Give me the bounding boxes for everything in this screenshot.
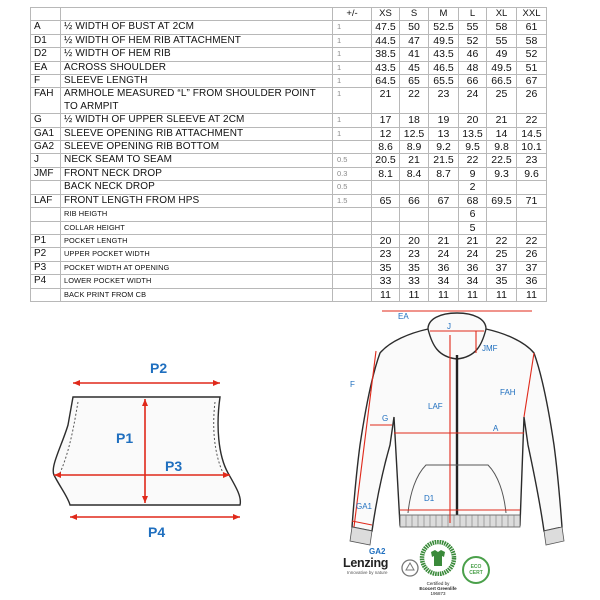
row-value-xl: 35 <box>487 275 517 288</box>
row-value-xxl: 51 <box>517 61 547 74</box>
row-description: FRONT LENGTH FROM HPS <box>61 194 333 207</box>
spec-table <box>30 7 547 302</box>
gots-license: 196873 <box>430 591 446 596</box>
row-value-xl: 66.5 <box>487 75 517 88</box>
row-value-m: 43.5 <box>429 48 459 61</box>
row-value-l: 34 <box>459 275 487 288</box>
row-value-xs: 12 <box>372 127 400 140</box>
row-description: RIB HEIGTH <box>61 208 333 221</box>
row-value-l: 9.5 <box>459 141 487 154</box>
row-value-s: 20 <box>400 234 429 247</box>
row-value-m: 11 <box>429 288 459 301</box>
row-value-xs: 20.5 <box>372 154 400 167</box>
table-row <box>31 141 547 154</box>
ga1-label: GA1 <box>356 502 373 511</box>
row-value-xs: 47.5 <box>372 21 400 34</box>
row-value-xxl: 71 <box>517 194 547 207</box>
row-code <box>31 208 61 221</box>
row-code <box>31 288 61 301</box>
fah-label: FAH <box>500 388 516 397</box>
row-description: SLEEVE OPENING RIB BOTTOM <box>61 141 333 154</box>
gots-certifier: Ecocert Greenlife <box>419 586 457 591</box>
ecocert-text: ECO CERT <box>469 564 483 576</box>
row-tolerance: 1.5 <box>333 194 372 207</box>
row-value-xs: 11 <box>372 288 400 301</box>
table-row <box>31 288 547 301</box>
row-value-m: 21.5 <box>429 154 459 167</box>
row-value-xxl: 36 <box>517 275 547 288</box>
laf-label: LAF <box>428 402 443 411</box>
row-tolerance <box>333 221 372 234</box>
row-code: LAF <box>31 194 61 207</box>
j-label: J <box>447 322 451 331</box>
row-value-xxl: 14.5 <box>517 127 547 140</box>
row-value-m: 9.2 <box>429 141 459 154</box>
row-value-m: 21 <box>429 234 459 247</box>
row-value-m: 23 <box>429 88 459 114</box>
row-code: J <box>31 154 61 167</box>
row-value-xs: 23 <box>372 248 400 261</box>
row-value-xs: 38.5 <box>372 48 400 61</box>
row-value-l: 55 <box>459 21 487 34</box>
header-code <box>31 8 61 21</box>
row-code: F <box>31 75 61 88</box>
table-row <box>31 248 547 261</box>
row-value-xl <box>487 208 517 221</box>
row-value-xl: 22.5 <box>487 154 517 167</box>
row-value-xs: 8.6 <box>372 141 400 154</box>
row-value-xs: 33 <box>372 275 400 288</box>
row-value-l: 36 <box>459 261 487 274</box>
row-value-xxl: 58 <box>517 34 547 47</box>
row-description: LOWER POCKET WIDTH <box>61 275 333 288</box>
table-row <box>31 34 547 47</box>
table-row <box>31 261 547 274</box>
hoodie-diagram <box>330 305 570 550</box>
row-value-xxl: 37 <box>517 261 547 274</box>
lenzing-logo <box>343 556 399 582</box>
row-tolerance <box>333 261 372 274</box>
row-value-xl: 55 <box>487 34 517 47</box>
header-tolerance: +/- <box>333 8 372 21</box>
row-value-xl <box>487 181 517 194</box>
row-value-l: 5 <box>459 221 487 234</box>
header-size-m: M <box>429 8 459 21</box>
table-row <box>31 154 547 167</box>
table-row <box>31 208 547 221</box>
jmf-label: JMF <box>482 344 498 353</box>
row-value-s: 8.9 <box>400 141 429 154</box>
table-row <box>31 75 547 88</box>
row-code: EA <box>31 61 61 74</box>
row-value-xs: 43.5 <box>372 61 400 74</box>
header-size-xxl: XXL <box>517 8 547 21</box>
row-value-m: 67 <box>429 194 459 207</box>
row-value-l: 24 <box>459 248 487 261</box>
row-description: UPPER POCKET WIDTH <box>61 248 333 261</box>
p2-label: P2 <box>150 360 168 376</box>
row-value-m: 13 <box>429 127 459 140</box>
row-tolerance: 1 <box>333 48 372 61</box>
header-size-l: L <box>459 8 487 21</box>
row-value-xl: 49.5 <box>487 61 517 74</box>
row-value-xl <box>487 221 517 234</box>
row-tolerance: 0.5 <box>333 154 372 167</box>
row-value-xl: 69.5 <box>487 194 517 207</box>
row-value-xxl: 22 <box>517 234 547 247</box>
row-description: ½ WIDTH OF BUST AT 2CM <box>61 21 333 34</box>
row-value-s: 47 <box>400 34 429 47</box>
row-code: P1 <box>31 234 61 247</box>
lenzing-name: Lenzing <box>343 556 389 570</box>
row-description: POCKET WIDTH AT OPENING <box>61 261 333 274</box>
row-description: NECK SEAM TO SEAM <box>61 154 333 167</box>
row-tolerance <box>333 275 372 288</box>
row-value-xxl: 9.6 <box>517 167 547 180</box>
row-description: ½ WIDTH OF HEM RIB <box>61 48 333 61</box>
row-value-m: 36 <box>429 261 459 274</box>
row-value-xxl: 52 <box>517 48 547 61</box>
row-value-s: 11 <box>400 288 429 301</box>
header-size-s: S <box>400 8 429 21</box>
row-tolerance: 1 <box>333 61 372 74</box>
row-value-xxl: 67 <box>517 75 547 88</box>
row-value-xxl: 22 <box>517 114 547 127</box>
table-row <box>31 221 547 234</box>
row-code: D1 <box>31 34 61 47</box>
header-size-xs: XS <box>372 8 400 21</box>
header-description <box>61 8 333 21</box>
row-value-l: 9 <box>459 167 487 180</box>
row-value-s: 12.5 <box>400 127 429 140</box>
row-value-s <box>400 208 429 221</box>
p3-label: P3 <box>165 458 183 474</box>
row-value-xs: 44.5 <box>372 34 400 47</box>
row-description: BACK PRINT FROM CB <box>61 288 333 301</box>
row-value-m: 46.5 <box>429 61 459 74</box>
row-value-s <box>400 221 429 234</box>
row-value-xl: 49 <box>487 48 517 61</box>
row-value-l: 46 <box>459 48 487 61</box>
row-value-xxl: 23 <box>517 154 547 167</box>
row-tolerance: 1 <box>333 88 372 114</box>
table-row <box>31 21 547 34</box>
row-value-s: 8.4 <box>400 167 429 180</box>
row-description: ½ WIDTH OF UPPER SLEEVE AT 2CM <box>61 114 333 127</box>
lenzing-tagline: Innovative by nature <box>347 570 388 575</box>
pocket-diagram <box>40 355 255 545</box>
row-value-l: 6 <box>459 208 487 221</box>
row-value-m: 34 <box>429 275 459 288</box>
row-description: SLEEVE LENGTH <box>61 75 333 88</box>
table-header-row <box>31 8 547 21</box>
row-code <box>31 181 61 194</box>
ga2-label: GA2 <box>369 547 386 556</box>
row-value-s: 65 <box>400 75 429 88</box>
row-value-xxl: 61 <box>517 21 547 34</box>
row-value-m <box>429 208 459 221</box>
row-tolerance: 1 <box>333 127 372 140</box>
row-description: ½ WIDTH OF HEM RIB ATTACHMENT <box>61 34 333 47</box>
row-tolerance: 0.3 <box>333 167 372 180</box>
table-row <box>31 234 547 247</box>
d1-label: D1 <box>424 494 435 503</box>
row-value-xl: 9.8 <box>487 141 517 154</box>
row-value-l: 68 <box>459 194 487 207</box>
row-description: COLLAR HEIGHT <box>61 221 333 234</box>
table-row <box>31 194 547 207</box>
row-tolerance: 1 <box>333 75 372 88</box>
row-value-s: 23 <box>400 248 429 261</box>
row-value-xs: 17 <box>372 114 400 127</box>
row-value-xl: 21 <box>487 114 517 127</box>
row-value-m: 52.5 <box>429 21 459 34</box>
spec-table-body <box>31 21 547 302</box>
p1-label: P1 <box>116 430 134 446</box>
row-value-xs: 64.5 <box>372 75 400 88</box>
row-description: BACK NECK DROP <box>61 181 333 194</box>
row-value-xs: 8.1 <box>372 167 400 180</box>
row-tolerance <box>333 248 372 261</box>
row-value-xs: 35 <box>372 261 400 274</box>
header-size-xl: XL <box>487 8 517 21</box>
row-value-s: 66 <box>400 194 429 207</box>
row-value-s: 50 <box>400 21 429 34</box>
row-value-s: 21 <box>400 154 429 167</box>
row-tolerance <box>333 288 372 301</box>
table-row <box>31 127 547 140</box>
row-code: P4 <box>31 275 61 288</box>
table-row <box>31 181 547 194</box>
f-label: F <box>350 380 355 389</box>
gots-logo <box>418 540 458 598</box>
p4-label: P4 <box>148 524 166 540</box>
row-value-xxl: 26 <box>517 88 547 114</box>
row-tolerance: 1 <box>333 21 372 34</box>
row-value-m: 24 <box>429 248 459 261</box>
row-value-l: 48 <box>459 61 487 74</box>
row-code: P3 <box>31 261 61 274</box>
g-label: G <box>382 414 389 423</box>
row-value-xl: 37 <box>487 261 517 274</box>
row-value-xs: 21 <box>372 88 400 114</box>
row-value-l: 24 <box>459 88 487 114</box>
row-value-xs: 65 <box>372 194 400 207</box>
row-value-s: 22 <box>400 88 429 114</box>
row-value-xl: 25 <box>487 248 517 261</box>
row-value-xs <box>372 221 400 234</box>
row-value-s: 45 <box>400 61 429 74</box>
row-value-s <box>400 181 429 194</box>
row-value-xl: 25 <box>487 88 517 114</box>
row-value-m: 19 <box>429 114 459 127</box>
table-row <box>31 114 547 127</box>
row-value-l: 20 <box>459 114 487 127</box>
row-value-xs: 20 <box>372 234 400 247</box>
row-value-m <box>429 181 459 194</box>
row-tolerance: 1 <box>333 114 372 127</box>
row-value-s: 18 <box>400 114 429 127</box>
row-code: JMF <box>31 167 61 180</box>
row-code: A <box>31 21 61 34</box>
row-description: ACROSS SHOULDER <box>61 61 333 74</box>
gots-shirt-icon <box>418 540 458 576</box>
row-value-m: 49.5 <box>429 34 459 47</box>
row-value-m: 65.5 <box>429 75 459 88</box>
row-value-l: 11 <box>459 288 487 301</box>
row-code: FAH <box>31 88 61 114</box>
row-value-xl: 9.3 <box>487 167 517 180</box>
row-value-s: 41 <box>400 48 429 61</box>
row-code: P2 <box>31 248 61 261</box>
row-code: GA2 <box>31 141 61 154</box>
row-tolerance <box>333 208 372 221</box>
row-description: ARMHOLE MEASURED “L” FROM SHOULDER POINT TO ARMPIT <box>61 88 333 114</box>
row-description: POCKET LENGTH <box>61 234 333 247</box>
row-value-xs <box>372 208 400 221</box>
row-code: G <box>31 114 61 127</box>
pocket-outline <box>53 397 240 505</box>
row-tolerance <box>333 234 372 247</box>
row-code <box>31 221 61 234</box>
row-value-m: 8.7 <box>429 167 459 180</box>
a-label: A <box>493 424 499 433</box>
row-value-l: 13.5 <box>459 127 487 140</box>
table-row <box>31 167 547 180</box>
row-value-s: 33 <box>400 275 429 288</box>
row-value-xl: 22 <box>487 234 517 247</box>
row-code: GA1 <box>31 127 61 140</box>
row-value-m <box>429 221 459 234</box>
row-value-l: 22 <box>459 154 487 167</box>
row-value-xxl: 11 <box>517 288 547 301</box>
table-row <box>31 48 547 61</box>
row-value-s: 35 <box>400 261 429 274</box>
row-tolerance: 1 <box>333 34 372 47</box>
row-value-xxl: 26 <box>517 248 547 261</box>
row-value-xxl <box>517 221 547 234</box>
row-value-xxl: 10.1 <box>517 141 547 154</box>
recycle-icon <box>400 558 420 578</box>
row-value-xxl <box>517 181 547 194</box>
row-tolerance <box>333 141 372 154</box>
row-value-l: 21 <box>459 234 487 247</box>
table-row <box>31 275 547 288</box>
row-code: D2 <box>31 48 61 61</box>
ecocert-logo <box>462 556 490 584</box>
table-row <box>31 61 547 74</box>
row-value-xs <box>372 181 400 194</box>
row-value-l: 66 <box>459 75 487 88</box>
row-description: SLEEVE OPENING RIB ATTACHMENT <box>61 127 333 140</box>
gots-certified-by: Certified by <box>426 581 450 586</box>
table-row <box>31 88 547 114</box>
row-value-xl: 58 <box>487 21 517 34</box>
row-value-l: 2 <box>459 181 487 194</box>
row-tolerance: 0.5 <box>333 181 372 194</box>
row-value-xxl <box>517 208 547 221</box>
ea-label: EA <box>398 312 409 321</box>
row-description: FRONT NECK DROP <box>61 167 333 180</box>
row-value-xl: 14 <box>487 127 517 140</box>
row-value-l: 52 <box>459 34 487 47</box>
row-value-xl: 11 <box>487 288 517 301</box>
